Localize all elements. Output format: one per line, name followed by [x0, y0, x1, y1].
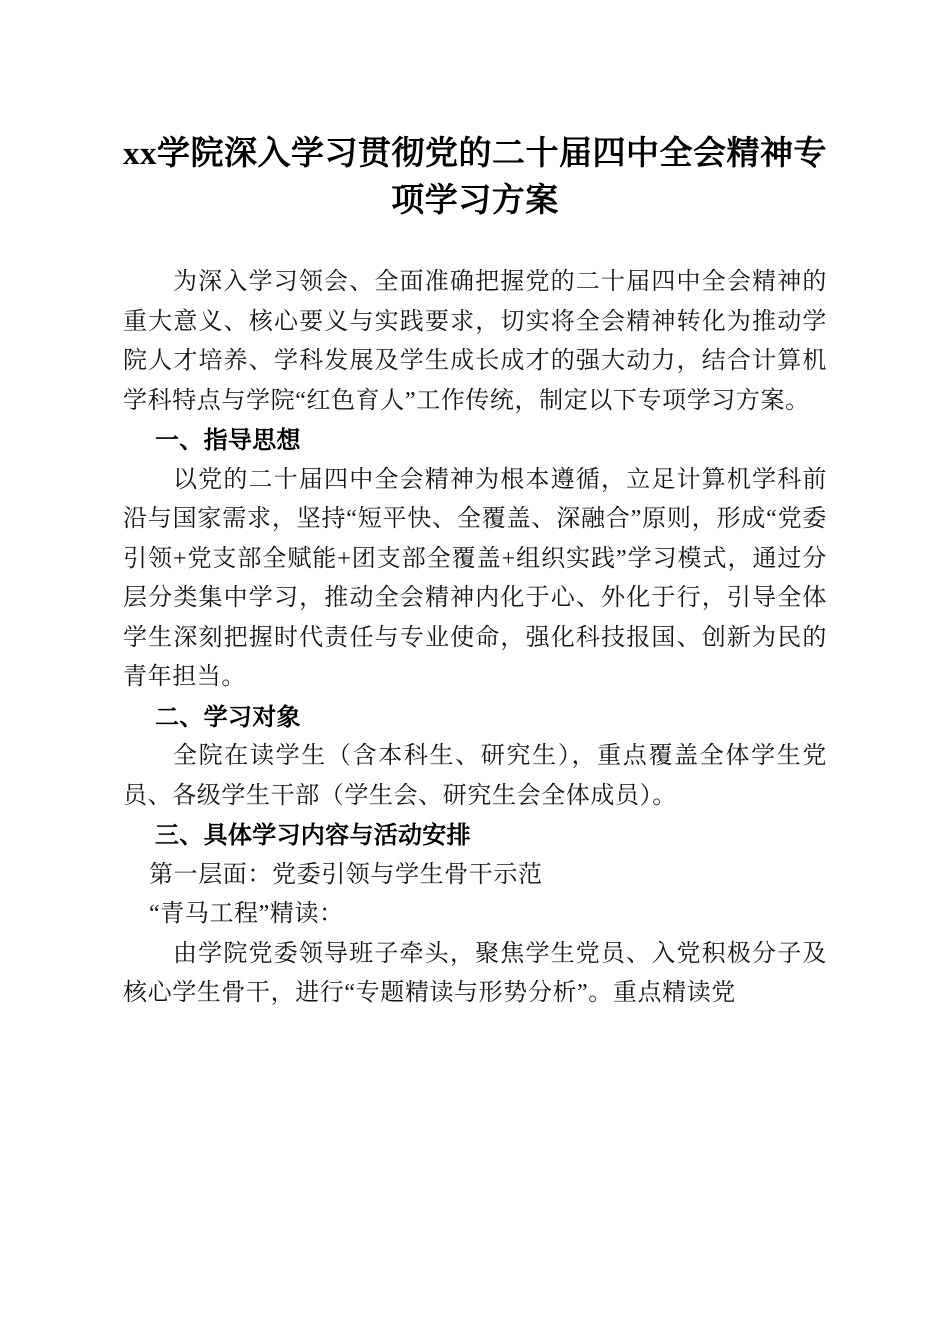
section-heading: 一、指导思想 — [155, 427, 301, 454]
body-paragraph: 全院在读学生（含本科生、研究生），重点覆盖全体学生党员、各级学生干部（学生会、研究生会全体成员）。 — [123, 743, 827, 809]
body-paragraph: 以党的二十届四中全会精神为根本遵循，立足计算机学科前沿与国家需求，坚持“短平快、全覆盖、深融合”原则，形成“党委引领+党支部全赋能+团支部全覆盖+组织实践”学习模式，通过分层分类集中学习，推动全会精神内化于心、外化于行，引导全体学生深刻把握时代责任与专业使命，强化科技报国、创新为民的青年担当。 — [123, 466, 827, 690]
body-paragraph: “青马工程”精读： — [149, 901, 344, 927]
title-spacer — [123, 225, 827, 263]
body-paragraph: 为深入学习领会、全面准确把握党的二十届四中全会精神的重大意义、核心要义与实践要求，切实将全会精神转化为推动学院人才培养、学科发展及学生成长成才的强大动力，结合计算机学科特点与学院“红色育人”工作传统，制定以下专项学习方案。 — [123, 269, 827, 414]
section-heading: 二、学习对象 — [155, 703, 301, 731]
section-heading: 三、具体学习内容与活动安排 — [155, 822, 471, 849]
body-paragraph: 由学院党委领导班子牵头，聚焦学生党员、入党积极分子及核心学生骨干，进行“专题精读与形势分析”。重点精读党 — [123, 940, 827, 1006]
document-body — [123, 0, 827, 1014]
document-title: xx学院深入学习贯彻党的二十届四中全会精神专项学习方案 — [123, 136, 827, 219]
body-paragraph: 第一层面：党委引领与学生骨干示范 — [149, 861, 543, 888]
document-content — [123, 263, 827, 1014]
